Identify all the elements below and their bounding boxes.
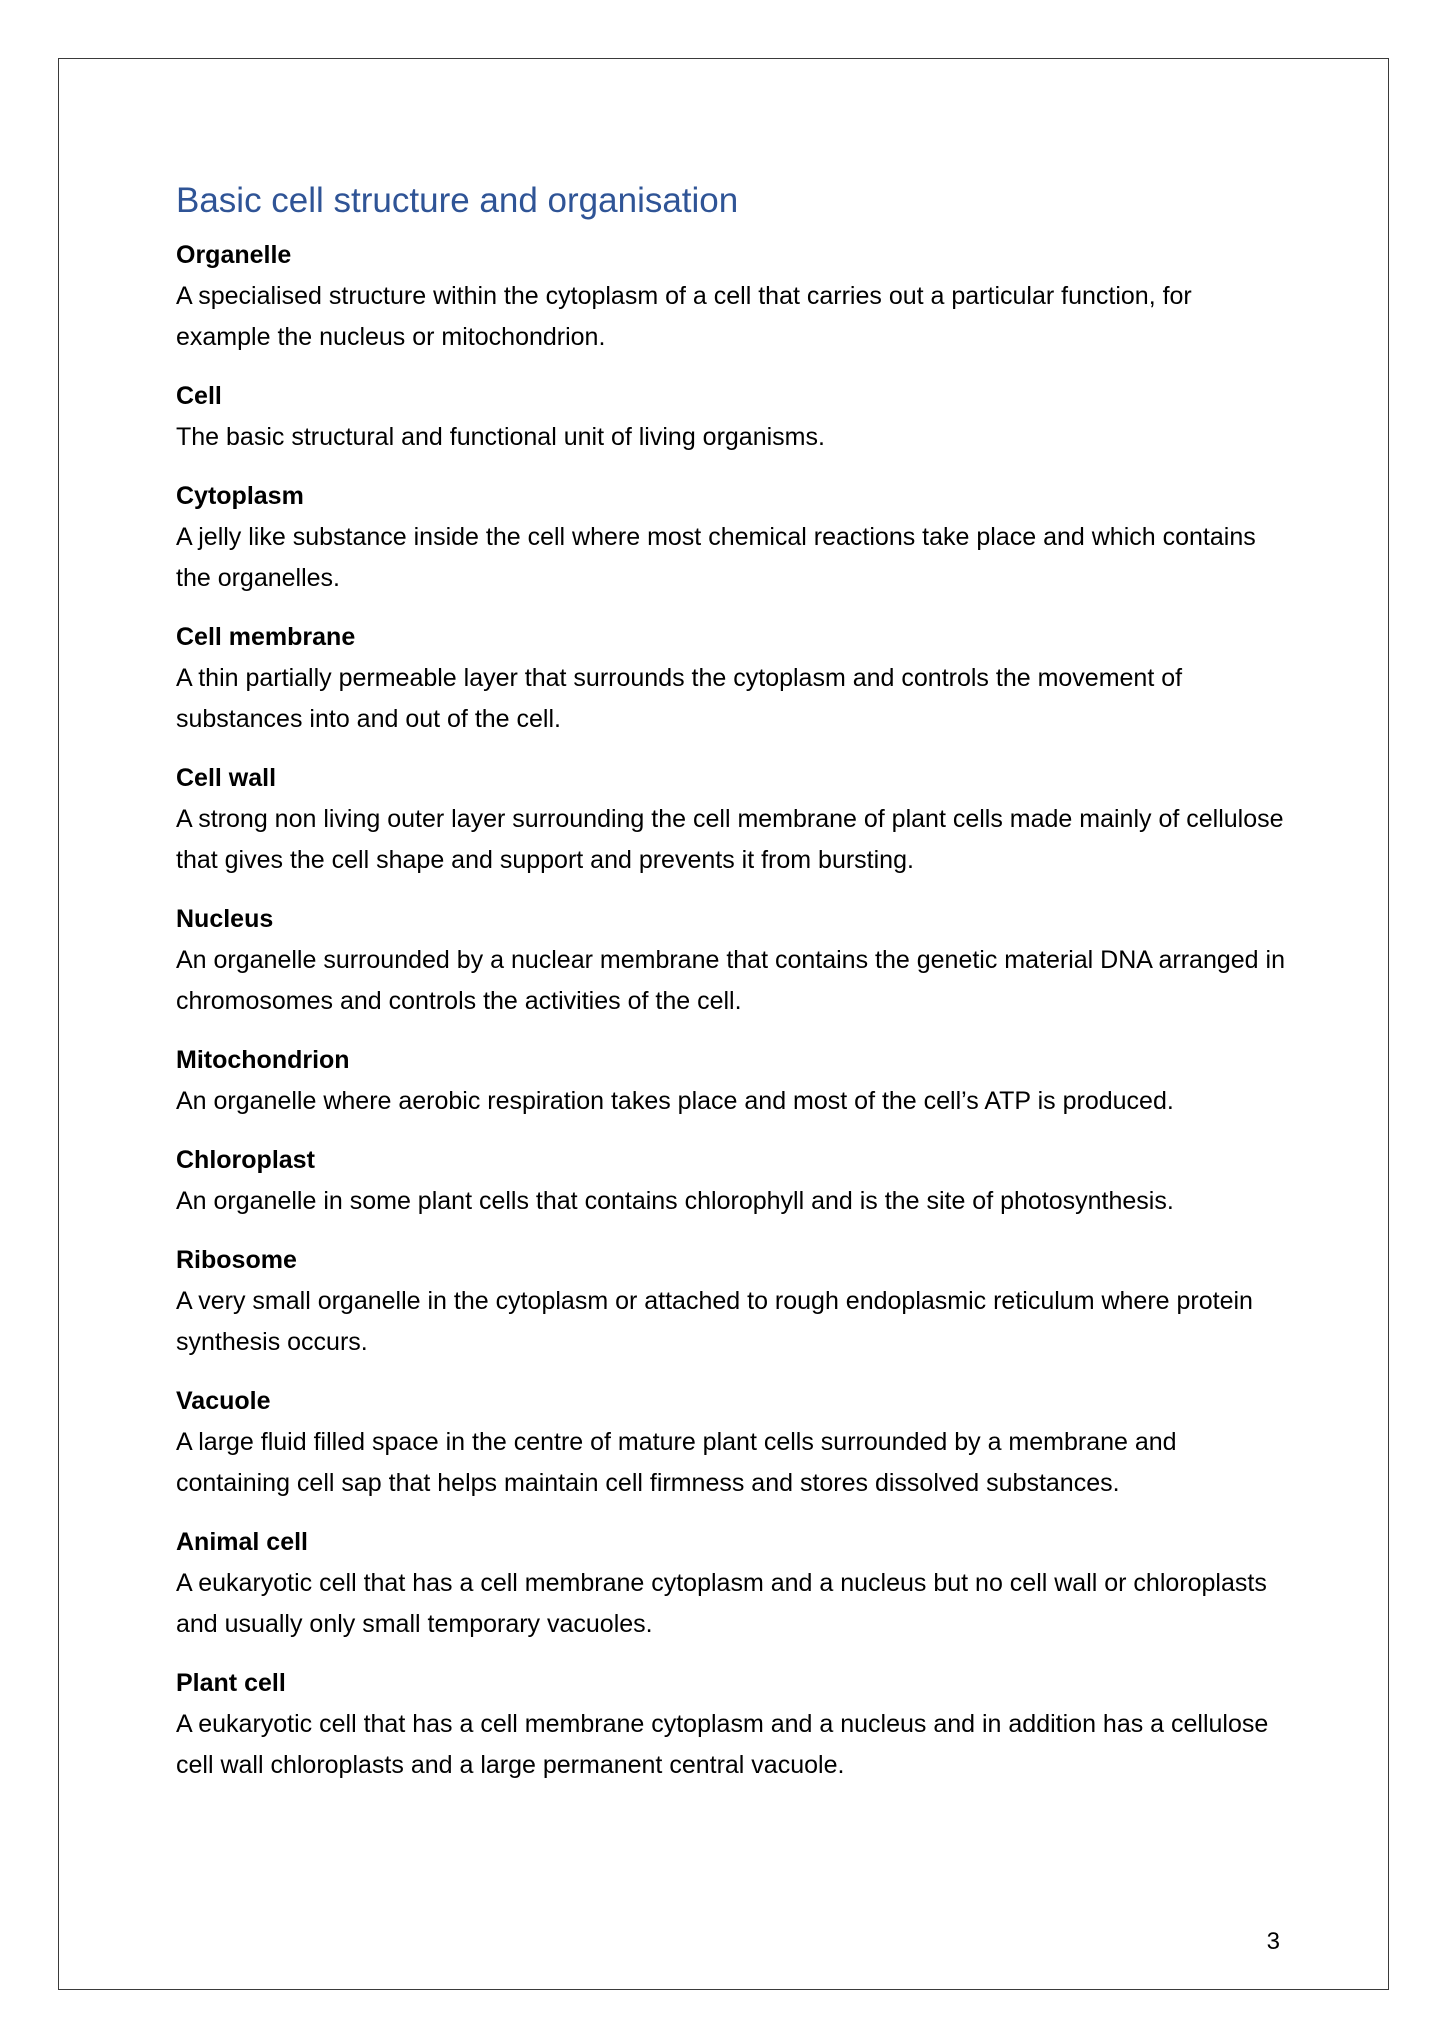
term: Ribosome: [176, 1246, 297, 1274]
page-heading: Basic cell structure and organisation: [176, 181, 739, 220]
glossary-entry-vacuole: [176, 1381, 1286, 1504]
glossary-entry-cell-wall: [176, 758, 1286, 881]
term: Plant cell: [176, 1669, 286, 1697]
definition: A large fluid filled space in the centre of mature plant cells surrounded by a membrane and containing cell sap that helps maintain cell firmness and stores dissolved substances.: [176, 1428, 1177, 1497]
glossary-entry-organelle: [176, 235, 1286, 358]
term: Vacuole: [176, 1387, 271, 1415]
definition: A very small organelle in the cytoplasm or attached to rough endoplasmic reticulum where protein synthesis occurs.: [176, 1287, 1253, 1356]
glossary-entry-nucleus: [176, 899, 1286, 1022]
term: Cell membrane: [176, 623, 356, 651]
term: Organelle: [176, 241, 292, 269]
definition: An organelle surrounded by a nuclear membrane that contains the genetic material DNA arranged in chromosomes and controls the activities of the cell.: [176, 946, 1285, 1015]
term: Cell: [176, 382, 222, 410]
glossary-entry-chloroplast: [176, 1140, 1286, 1222]
term: Cytoplasm: [176, 482, 304, 510]
definition: A eukaryotic cell that has a cell membrane cytoplasm and a nucleus but no cell wall or chloroplasts and usually only small temporary vacuoles.: [176, 1569, 1267, 1638]
glossary-entry-cell: [176, 376, 1286, 458]
page-number: 3: [1266, 1928, 1280, 1955]
definition: A strong non living outer layer surrounding the cell membrane of plant cells made mainly of cellulose that gives the cell shape and support and prevents it from bursting.: [176, 805, 1284, 874]
definition: A thin partially permeable layer that surrounds the cytoplasm and controls the movement of substances into and out of the cell.: [176, 664, 1183, 733]
glossary-entry-cytoplasm: [176, 476, 1286, 599]
glossary-entry-cell-membrane: [176, 617, 1286, 740]
glossary-entry-plant-cell: [176, 1663, 1286, 1786]
document-content: [176, 172, 1286, 1804]
glossary-entry-animal-cell: [176, 1522, 1286, 1645]
definition: The basic structural and functional unit of living organisms.: [176, 423, 825, 451]
glossary-entry-mitochondrion: [176, 1040, 1286, 1122]
term: Mitochondrion: [176, 1046, 350, 1074]
glossary-entry-ribosome: [176, 1240, 1286, 1363]
term: Nucleus: [176, 905, 274, 933]
definition: A jelly like substance inside the cell where most chemical reactions take place and which contains the organelles.: [176, 523, 1256, 592]
term: Cell wall: [176, 764, 277, 792]
term: Chloroplast: [176, 1146, 315, 1174]
definition: An organelle where aerobic respiration takes place and most of the cell’s ATP is produced.: [176, 1087, 1174, 1115]
term: Animal cell: [176, 1528, 308, 1556]
definition: A specialised structure within the cytoplasm of a cell that carries out a particular function, for example the nucleus or mitochondrion.: [176, 282, 1192, 351]
definition: An organelle in some plant cells that contains chlorophyll and is the site of photosynthesis.: [176, 1187, 1174, 1215]
definition: A eukaryotic cell that has a cell membrane cytoplasm and a nucleus and in addition has a cellulose cell wall chloroplasts and a large permanent central vacuole.: [176, 1710, 1269, 1779]
